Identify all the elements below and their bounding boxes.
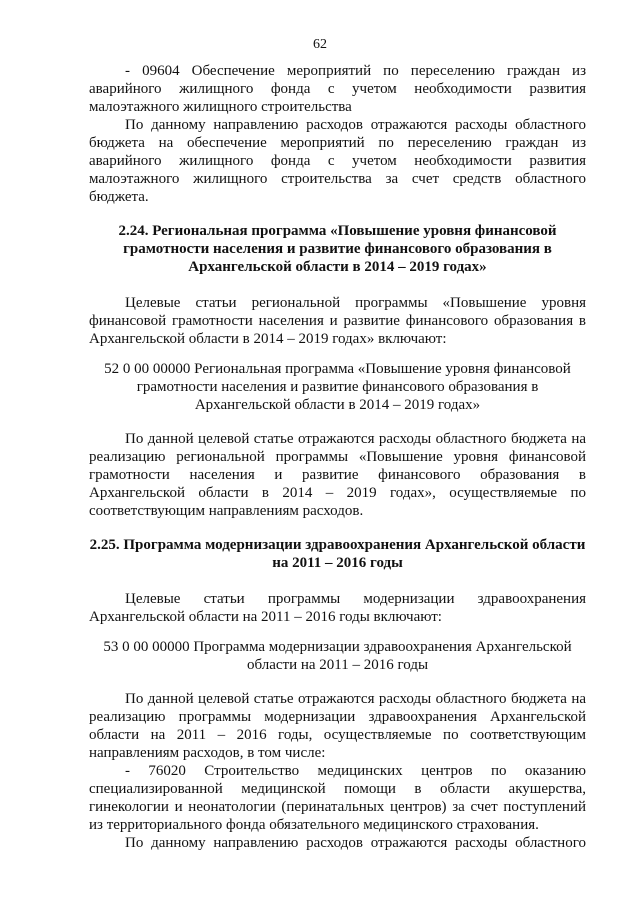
text-line: По данной целевой статье отражаются расходы областного бюджета на [125,431,586,447]
page-number: 62 [313,37,327,52]
text-line: Архангельской области в 2014 – 2019 годах» включают: [89,331,447,347]
code-line: Архангельской области в 2014 – 2019 годах» [194,397,481,413]
text-line: грамотности населения и развитие финансового образования в [89,467,586,483]
paragraph-76020-description [89,834,586,852]
text-line: По данному направлению расходов отражаются расходы областного [125,835,586,851]
text-line: аварийного жилищного фонда с учетом необходимости развития [89,153,586,169]
heading-line: 2.25. Программа модернизации здравоохранения Архангельской области [89,537,586,553]
paragraph-76020 [89,762,586,834]
text-line: бюджета. [89,189,149,205]
text-line: реализацию региональной программы «Повышение уровня финансовой [89,449,586,465]
paragraph-target-articles-53 [89,590,586,626]
text-line: По данному направлению расходов отражаются расходы областного [125,117,586,133]
paragraph-53-description [89,690,586,762]
code-line: 52 0 00 00000 Региональная программа «Повышение уровня финансовой [104,361,571,377]
text-line: соответствующим направлениям расходов. [89,503,364,519]
text-line: Архангельской области в 2014 – 2019 годах», осуществляемые по [89,485,586,501]
text-line: - 76020 Строительство медицинских центров по оказанию [125,763,586,779]
text-line: гинекологии и неонатологии (перинатальных центров) за счет поступлений [89,799,586,815]
text-line: из территориального фонда обязательного медицинского страхования. [89,817,539,833]
code-line: области на 2011 – 2016 годы [246,657,429,673]
code-line: грамотности населения и развитие финансового образования в [136,379,539,395]
paragraph-09604 [89,62,586,116]
text-line: бюджета на обеспечение мероприятий по переселению граждан из [89,135,586,151]
heading-line: на 2011 – 2016 годы [272,555,403,571]
text-line: По данной целевой статье отражаются расходы областного бюджета на [125,691,586,707]
paragraph-09604-description [89,116,586,206]
section-heading-2-24 [89,222,586,276]
section-heading-2-25 [89,536,586,572]
paragraph-52-description [89,430,586,520]
text-line: малоэтажного жилищного строительства [89,99,352,115]
code-line: 53 0 00 00000 Программа модернизации здравоохранения Архангельской [103,639,572,655]
text-line: специализированной медицинской помощи в области акушерства, [89,781,586,797]
text-line: области на 2011 – 2016 годы, осуществляемые по соответствующим [89,727,586,743]
heading-line: Архангельской области в 2014 – 2019 годах» [188,259,487,275]
text-line: Целевые статьи программы модернизации здравоохранения [125,591,586,607]
text-line: аварийного жилищного фонда с учетом необходимости развития [89,81,586,97]
text-line: - 09604 Обеспечение мероприятий по переселению граждан из [125,63,586,79]
text-line: Целевые статьи региональной программы «Повышение уровня [125,295,586,311]
text-line: реализацию программы модернизации здравоохранения Архангельской [89,709,586,725]
text-line: малоэтажного жилищного строительства за счет средств областного [89,171,586,187]
heading-line: грамотности населения и развитие финансового образования в [123,241,552,257]
paragraph-target-articles-52 [89,294,586,348]
budget-code-53 [89,638,586,674]
text-line: Архангельской области на 2011 – 2016 годы включают: [89,609,442,625]
budget-code-52 [89,360,586,414]
heading-line: 2.24. Региональная программа «Повышение уровня финансовой [118,223,557,239]
text-line: финансовой грамотности населения и развитие финансового образования в [89,313,586,329]
text-line: направлениям расходов, в том числе: [89,745,326,761]
